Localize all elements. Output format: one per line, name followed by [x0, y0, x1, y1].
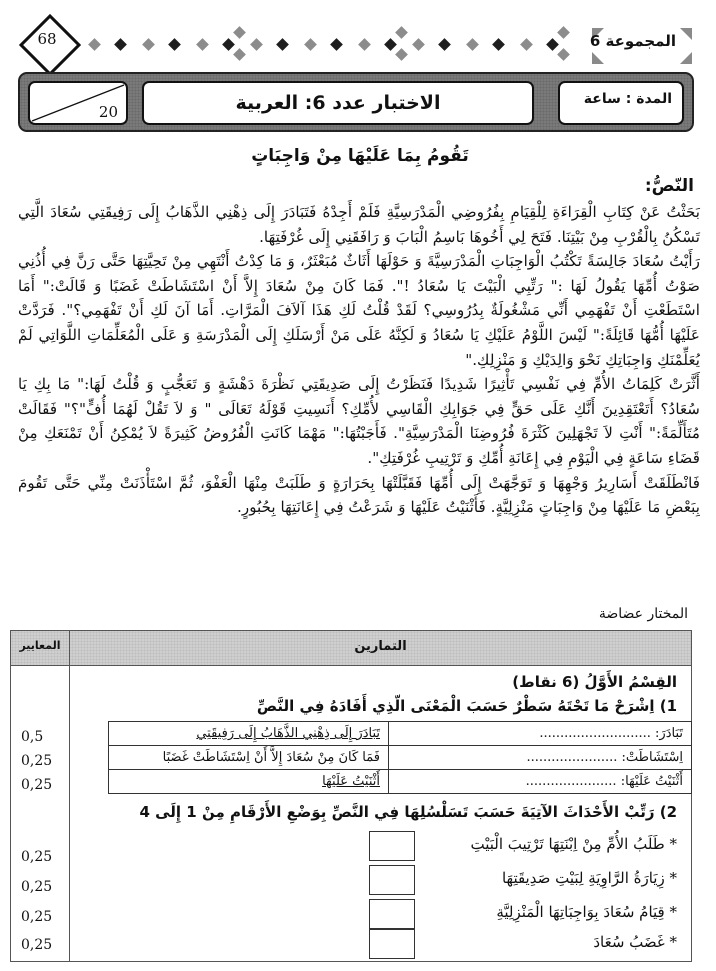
page-number: 68 [37, 30, 57, 48]
criteria-score: 0,25 [21, 937, 53, 953]
score-total: 20 [98, 103, 118, 121]
diamond-ornament-icon [358, 38, 371, 51]
underlined-phrase: تَبَادَرَ إِلَى ذِهْنِي الذَّهَابُ إِلَى رَفِيقَتِي [196, 726, 380, 741]
diamond-ornament-icon [250, 38, 263, 51]
event-item [177, 899, 677, 931]
diamond-ornament-icon [395, 48, 408, 61]
phrase-cell [109, 722, 389, 746]
exam-title-cell [142, 81, 534, 125]
answer-field[interactable]: تَبَادَرَ: ........................... [389, 722, 692, 746]
passage-paragraph: رَأَيْتُ سُعَادَ جَالِسَةً تَكْتُبُ الْوَاجِبَاتِ الْمَدْرَسِيَّةَ وَ حَوْلَهَا أَثَاثٌ مُبَعْثَرٌ، وَ مَا كِدْتُ أَنْتَهِي مِنْ تَحِيَّتِهَا حَتَّى رَنَّ فِي أُذُنِي صَوْتُ أُمِّهَا يَقُولُ لَهَا :" رَتِّبِي الْبَيْتَ يَا سُعَادُ !". فَمَا كَانَ مِنْ سُعَادَ إِلاَّ أَنْ اسْتَشَاطَتْ غَضَبًا وَ قَالَتْ:" أَمَا اسْتَطَعْتِ أَنْ تَفْهَمِي أَنِّي مَشْغُولَةٌ بِدُرُوسِي؟ لَقَدْ قُلْتُ لَكِ هَذَا آلاَفَ الْمَرَّاتِ. أَمَا آنَ لَكِ أَنْ تَفْهَمِي؟". فَرَدَّتْ عَلَيْهَا أُمُّهَا قَائِلَةً:" لَيْسَ اللَّوْمُ عَلَيْكِ يَا سُعَادُ وَ لَكِنَّهُ عَلَى مَنْ أَرْسَلَكِ إِلَى الْمَدْرَسَةِ وَ عَلَى الْمُعَلِّمَاتِ اللَّوَاتِي لَمْ يُعَلِّمْنَكِ وَاجِبَاتِكِ نَحْوَ وَالِدَيْكِ وَ مَنْزِلِكِ." [18, 252, 700, 369]
diamond-ornament-icon [196, 38, 209, 51]
column-divider [69, 631, 70, 961]
corner-ornament [592, 52, 604, 64]
event-item [177, 929, 677, 961]
diamond-ornament-icon [520, 38, 533, 51]
duration-label: المدة : ساعة [583, 91, 672, 107]
diamond-ornament-icon [546, 38, 559, 51]
duration-cell [558, 81, 684, 125]
diamond-ornament-icon [114, 38, 127, 51]
passage-paragraph: فَانْطَلَقَتْ أَسَارِيرُ وَجْهِهَا وَ تَوَجَّهَتْ إِلَى أُمِّهَا فَقَبَّلَتْهَا بِحَرَارَةٍ وَ طَلَبَتْ مِنْهَا الْعَفْوَ، ثُمَّ اسْتَأْذَنَتْ مِنِّي حَتَّى تَقُومَ بِبَعْضِ مَا عَلَيْهَا مِنْ وَاجِبَاتٍ مَنْزِلِيَّةٍ. فَأَثْنَيْتُ عَلَيْهَا وَ شَرَعْتُ فِي إِعَانَتِهَا بِحُبُورٍ. [18, 473, 700, 517]
table-row [109, 770, 692, 794]
table-row [109, 746, 692, 770]
phrase-cell [109, 746, 389, 770]
corner-ornament [680, 52, 692, 64]
criteria-score: 0,25 [21, 909, 53, 925]
diamond-ornament-icon [492, 38, 505, 51]
diamond-ornament-icon [466, 38, 479, 51]
diamond-ornament-row [90, 24, 590, 64]
event-text: * طَلَبُ الأُمِّ مِنْ اِبْنَتِهَا تَرْتِيبَ الْبَيْتِ [470, 835, 677, 853]
event-text: * زِيَارَةُ الرَّاوِيَةِ لِبَيْتِ صَدِيقَتِهَا [501, 869, 677, 887]
diamond-ornament-icon [384, 38, 397, 51]
question-2-title: 2) رَتِّبْ الأَحْدَاثَ الآتِيَةَ حَسَبَ تَسَلْسُلِهَا فِي النَّصِّ بِوَضْعِ الأَرْقَامِ مِنْ 1 إِلَى 4 [139, 803, 677, 821]
corner-ornament [680, 28, 692, 40]
page-number-badge [20, 15, 74, 69]
criteria-score: 0,5 [21, 729, 44, 745]
order-input-box[interactable] [369, 899, 415, 929]
table-header-row [11, 631, 691, 666]
criteria-score: 0,25 [21, 879, 53, 895]
order-input-box[interactable] [369, 865, 415, 895]
event-text: * قِيَامُ سُعَادَ بِوَاجِبَاتِهَا الْمَنْزِلِيَّةِ [496, 903, 677, 921]
diamond-ornament-icon [142, 38, 155, 51]
header-criteria: المعايير [19, 639, 61, 652]
diamond-ornament-icon [222, 38, 235, 51]
criteria-score: 0,25 [21, 753, 53, 769]
phrase-cell [109, 770, 389, 794]
answer-field[interactable]: أَثْنَيْتُ عَلَيْهَا: ...................... [389, 770, 692, 794]
order-input-box[interactable] [369, 929, 415, 959]
passage-paragraph: أَثَّرَتْ كَلِمَاتُ الأُمِّ فِي نَفْسِي تَأْثِيرًا شَدِيدًا فَنَظَرْتُ إِلَى صَدِيقَتِي نَظْرَةَ دَهْشَةٍ وَ تَعَجُّبٍ وَ قُلْتُ لَهَا:" مَا بِكِ يَا سُعَادُ؟ أَتَعْتَقِدِينَ أَنَّكِ عَلَى حَقٍّ فِي جَوَابِكِ الْقَاسِي لأُمِّكِ؟ أَنَسِيتِ قَوْلَهُ تَعَالَى " وَ لاَ تَقُلْ لَهُمَا أُفٍّ"؟" فَقَالَتْ مُتَأَلِّمَةً:" أَنْتِ لاَ تَجْهَلِينَ كَثْرَةَ فُرُوضِنَا الْمَدْرَسِيَّةِ". فَأَجَبْتُهَا:" مَهْمَا كَانَتِ الْفُرُوضُ كَثِيرَةً لاَ يُمْكِنُ أَنْ تَمْنَعَكِ مِنْ قَضَاءِ سَاعَةٍ فِي الْيَوْمِ فِي إِعَانَةِ أُمِّكِ وَ تَرْتِيبِ غُرْفَتِكِ". [18, 375, 700, 467]
event-item [177, 865, 677, 897]
table-row [109, 722, 692, 746]
title-banner [18, 72, 694, 132]
section-title: القِسْمُ الأَوَّلُ (6 نقاط) [512, 673, 677, 691]
diamond-ornament-icon [233, 48, 246, 61]
diamond-ornament-icon [438, 38, 451, 51]
criteria-score: 0,25 [21, 849, 53, 865]
text-title: تَقُومُ بِمَا عَلَيْهَا مِنْ وَاجِبَاتٍ [251, 146, 469, 166]
score-cell [28, 81, 128, 125]
event-item [177, 831, 677, 863]
answer-field[interactable]: اِسْتَشَاطَتْ: ...................... [389, 746, 692, 770]
question-1-table [108, 721, 692, 794]
diamond-ornament-icon [557, 26, 570, 39]
group-label-box [589, 2, 692, 64]
underlined-phrase: أَثْنَيْتُ عَلَيْهَا [322, 774, 380, 789]
passage [18, 200, 700, 520]
diamond-ornament-icon [412, 38, 425, 51]
order-input-box[interactable] [369, 831, 415, 861]
exam-title: الاختبار عدد 6: العربية [235, 92, 441, 114]
diamond-ornament-icon [557, 48, 570, 61]
exercise-table [10, 630, 692, 962]
diamond-ornament-icon [330, 38, 343, 51]
author-name: المختار عضاضة [598, 606, 688, 622]
diamond-ornament-icon [395, 26, 408, 39]
underlined-phrase: فَمَا كَانَ مِنْ سُعَادَ إِلاَّ أَنْ اِسْتَشَاطَتْ غَضَبًا [162, 750, 380, 765]
diamond-ornament-icon [276, 38, 289, 51]
diamond-ornament-icon [233, 26, 246, 39]
diamond-ornament-icon [168, 38, 181, 51]
text-label: النّصُّ: [644, 176, 694, 196]
diamond-ornament-icon [304, 38, 317, 51]
group-label: المجموعة 6 [589, 32, 676, 50]
passage-paragraph: بَحَثْتُ عَنْ كِتَابِ الْقِرَاءَةِ لِلْقِيَامِ بِفُرُوضِي الْمَدْرَسِيَّةِ فَلَمْ أَجِدْهُ فَتَبَادَرَ إِلَى ذِهْنِي الذَّهَابُ إِلَى رَفِيقَتِي سُعَادَ الَّتِي تَسْكُنُ بِالْقُرْبِ مِنْ بَيْتِنَا. فَتَحَ لِي أَخُوهَا بَاسِمُ الْبَابَ وَ رَافَقَنِي إِلَى غُرْفَتِهَا. [18, 203, 700, 246]
event-text: * غَضَبُ سُعَادَ [593, 933, 677, 951]
question-1-title: 1) اِشْرَحْ مَا تَحْتَهُ سَطْرٌ حَسَبَ الْمَعْنَى الّذِي أَفَادَهُ فِي النَّصِّ [256, 697, 677, 715]
header-exercises: التمارين [354, 639, 407, 654]
diamond-ornament-icon [88, 38, 101, 51]
criteria-score: 0,25 [21, 777, 53, 793]
